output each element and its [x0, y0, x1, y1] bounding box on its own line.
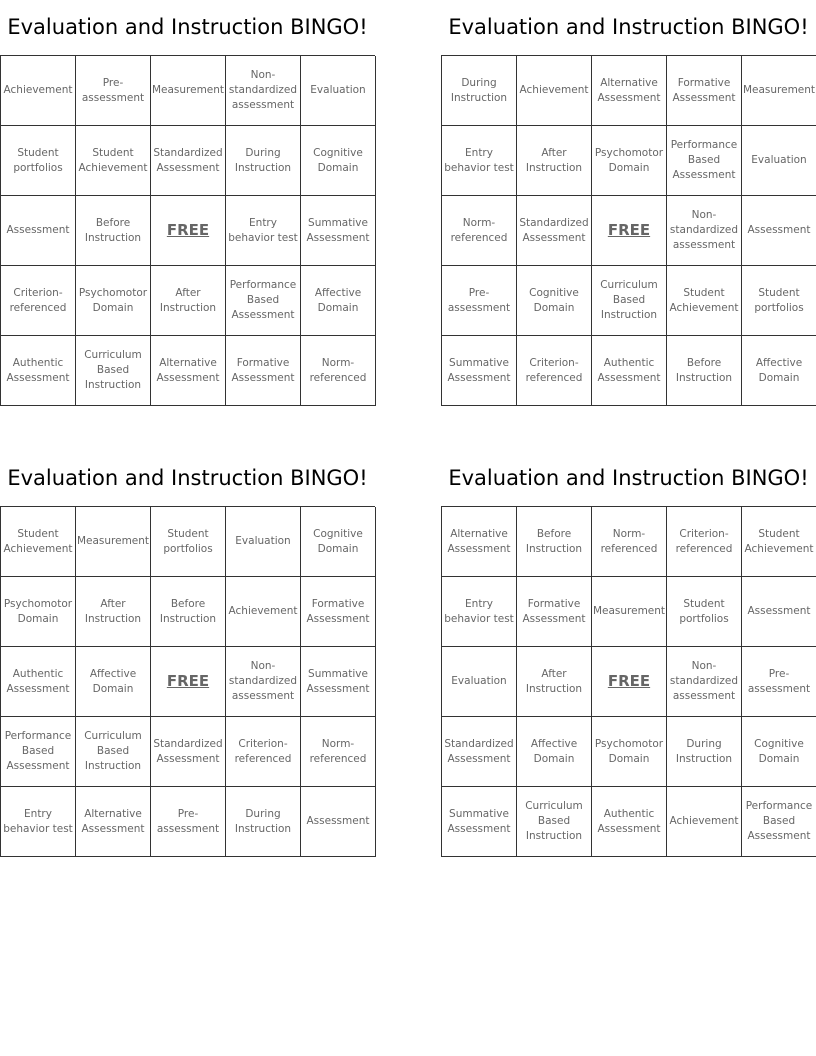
bingo-cell: Affective Domain [76, 647, 151, 717]
free-space-cell: FREE [592, 196, 667, 266]
bingo-cell: Non-standardized assessment [226, 56, 301, 126]
bingo-cell: Criterion-referenced [226, 717, 301, 787]
bingo-cell: Summative Assessment [301, 196, 376, 266]
bingo-cell: Alternative Assessment [592, 56, 667, 126]
bingo-card-2 [441, 0, 816, 406]
bingo-cell: Authentic Assessment [592, 787, 667, 857]
bingo-cell: After Instruction [517, 647, 592, 717]
bingo-cell: Curriculum Based Instruction [517, 787, 592, 857]
bingo-card-1 [0, 0, 375, 406]
bingo-cell: Affective Domain [301, 266, 376, 336]
bingo-cell: Formative Assessment [667, 56, 742, 126]
bingo-cell: Non-standardized assessment [667, 647, 742, 717]
bingo-cell: Summative Assessment [301, 647, 376, 717]
bingo-cell: Norm-referenced [301, 336, 376, 406]
bingo-cell: Standardized Assessment [517, 196, 592, 266]
bingo-cell: Alternative Assessment [151, 336, 226, 406]
bingo-cell: Evaluation [742, 126, 816, 196]
bingo-cell: Authentic Assessment [1, 647, 76, 717]
bingo-grid [441, 506, 816, 857]
bingo-cell: Standardized Assessment [151, 717, 226, 787]
bingo-cell: Before Instruction [151, 577, 226, 647]
bingo-cell: Norm-referenced [592, 507, 667, 577]
bingo-cell: Criterion-referenced [1, 266, 76, 336]
bingo-cell: Authentic Assessment [1, 336, 76, 406]
bingo-cell: After Instruction [76, 577, 151, 647]
bingo-cell: Entry behavior test [1, 787, 76, 857]
bingo-cell: Alternative Assessment [76, 787, 151, 857]
bingo-cell: Cognitive Domain [301, 507, 376, 577]
bingo-cell: Cognitive Domain [301, 126, 376, 196]
bingo-cell: Standardized Assessment [151, 126, 226, 196]
bingo-cell: During Instruction [667, 717, 742, 787]
bingo-cell: Cognitive Domain [517, 266, 592, 336]
bingo-cell: Before Instruction [76, 196, 151, 266]
bingo-cell: Non-standardized assessment [667, 196, 742, 266]
bingo-cell: Before Instruction [667, 336, 742, 406]
bingo-cell: Alternative Assessment [442, 507, 517, 577]
card-title: Evaluation and Instruction BINGO! [448, 15, 809, 39]
bingo-cell: Assessment [301, 787, 376, 857]
bingo-cell: Evaluation [442, 647, 517, 717]
bingo-cell: Formative Assessment [226, 336, 301, 406]
bingo-cell: Assessment [742, 577, 816, 647]
bingo-cell: Affective Domain [742, 336, 816, 406]
bingo-cell: Evaluation [226, 507, 301, 577]
bingo-cell: Assessment [742, 196, 816, 266]
bingo-cell: Assessment [1, 196, 76, 266]
bingo-cell: Performance Based Assessment [1, 717, 76, 787]
card-title: Evaluation and Instruction BINGO! [7, 15, 368, 39]
free-space-cell: FREE [592, 647, 667, 717]
bingo-cell: Psychomotor Domain [76, 266, 151, 336]
bingo-cell: Pre-assessment [442, 266, 517, 336]
bingo-cell: During Instruction [226, 787, 301, 857]
bingo-cell: Pre-assessment [151, 787, 226, 857]
bingo-cell: Norm-referenced [442, 196, 517, 266]
bingo-cell: Pre-assessment [76, 56, 151, 126]
bingo-cell: Student portfolios [1, 126, 76, 196]
card-title: Evaluation and Instruction BINGO! [448, 466, 809, 490]
bingo-cell: Performance Based Assessment [742, 787, 816, 857]
bingo-cell: Student portfolios [742, 266, 816, 336]
bingo-cell: Cognitive Domain [742, 717, 816, 787]
bingo-cell: Non-standardized assessment [226, 647, 301, 717]
bingo-cell: Student portfolios [151, 507, 226, 577]
bingo-cell: Standardized Assessment [442, 717, 517, 787]
bingo-cell: Student Achievement [667, 266, 742, 336]
bingo-cell: Achievement [667, 787, 742, 857]
bingo-grid [0, 55, 375, 406]
bingo-cell: Student Achievement [742, 507, 816, 577]
bingo-cell: Formative Assessment [517, 577, 592, 647]
bingo-cell: Evaluation [301, 56, 376, 126]
bingo-cell: Psychomotor Domain [1, 577, 76, 647]
bingo-cell: Measurement [592, 577, 667, 647]
bingo-cell: Psychomotor Domain [592, 717, 667, 787]
bingo-cell: Psychomotor Domain [592, 126, 667, 196]
bingo-card-4 [441, 451, 816, 857]
bingo-cell: Entry behavior test [226, 196, 301, 266]
bingo-cell: Achievement [226, 577, 301, 647]
bingo-grid [441, 55, 816, 406]
bingo-cell: Curriculum Based Instruction [592, 266, 667, 336]
bingo-cell: Measurement [151, 56, 226, 126]
bingo-cell: Norm-referenced [301, 717, 376, 787]
card-title: Evaluation and Instruction BINGO! [7, 466, 368, 490]
bingo-cell: Performance Based Assessment [226, 266, 301, 336]
bingo-cell: Achievement [517, 56, 592, 126]
bingo-cell: Entry behavior test [442, 126, 517, 196]
free-space-cell: FREE [151, 647, 226, 717]
bingo-cell: Student portfolios [667, 577, 742, 647]
bingo-cell: Authentic Assessment [592, 336, 667, 406]
bingo-cell: Criterion-referenced [667, 507, 742, 577]
bingo-cell: Curriculum Based Instruction [76, 336, 151, 406]
bingo-grid [0, 506, 375, 857]
bingo-cell: Summative Assessment [442, 787, 517, 857]
bingo-cell: Measurement [742, 56, 816, 126]
bingo-cell: Student Achievement [76, 126, 151, 196]
bingo-cell: After Instruction [517, 126, 592, 196]
bingo-cell: Curriculum Based Instruction [76, 717, 151, 787]
bingo-cell: Entry behavior test [442, 577, 517, 647]
bingo-cell: Measurement [76, 507, 151, 577]
free-space-cell: FREE [151, 196, 226, 266]
bingo-cell: Student Achievement [1, 507, 76, 577]
bingo-cell: Affective Domain [517, 717, 592, 787]
bingo-cell: Before Instruction [517, 507, 592, 577]
bingo-cell: Summative Assessment [442, 336, 517, 406]
bingo-cell: Performance Based Assessment [667, 126, 742, 196]
bingo-cell: Pre-assessment [742, 647, 816, 717]
bingo-cell: After Instruction [151, 266, 226, 336]
bingo-cell: Formative Assessment [301, 577, 376, 647]
bingo-cell: During Instruction [226, 126, 301, 196]
bingo-card-3 [0, 451, 375, 857]
bingo-cell: Achievement [1, 56, 76, 126]
bingo-cell: During Instruction [442, 56, 517, 126]
bingo-cell: Criterion-referenced [517, 336, 592, 406]
